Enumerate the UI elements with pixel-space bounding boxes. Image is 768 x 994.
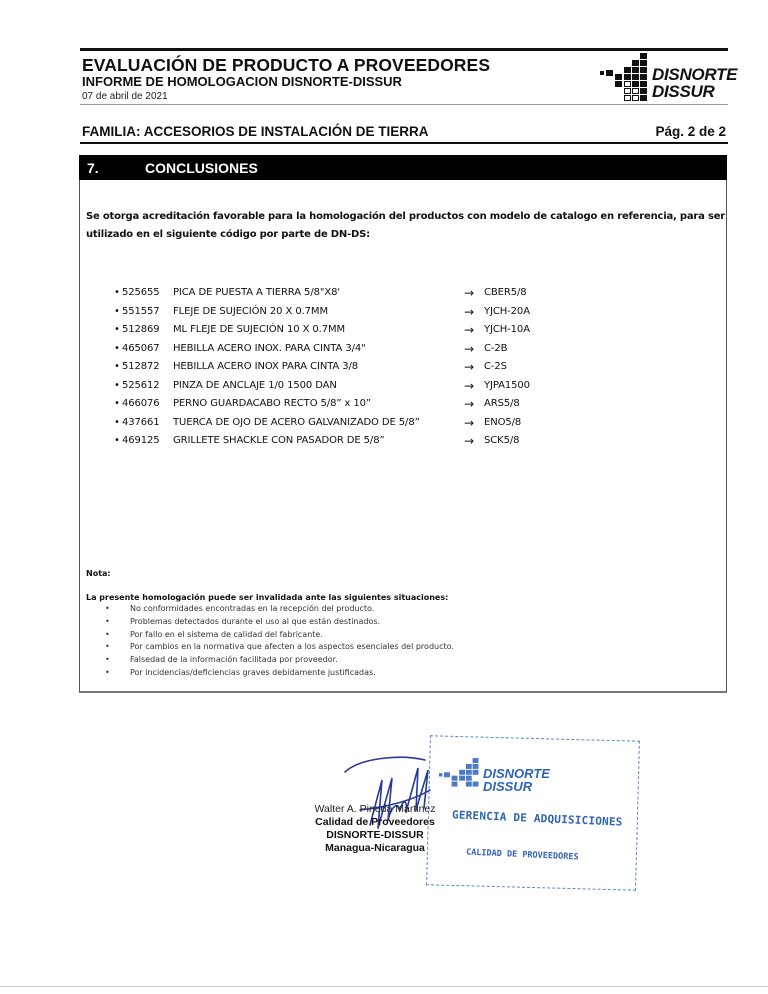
bullet-icon: • bbox=[114, 435, 120, 446]
signer-location: Managua-Nicaragua bbox=[325, 842, 425, 854]
header-top-rule bbox=[80, 48, 728, 51]
item-model: ARS5/8 bbox=[484, 398, 520, 409]
arrow-right-icon: → bbox=[464, 304, 474, 319]
item-code: 512869 bbox=[122, 324, 160, 335]
logo-text-disnorte: DISNORTE bbox=[652, 65, 738, 84]
bullet-icon: • bbox=[114, 416, 120, 428]
list-item bbox=[114, 435, 584, 454]
bullet-icon: • bbox=[105, 655, 110, 665]
item-code: 466076 bbox=[122, 398, 160, 409]
stamp-logo-icon bbox=[436, 758, 484, 800]
bullet-icon: • bbox=[114, 379, 120, 391]
bullet-icon: • bbox=[114, 342, 120, 354]
note-text: Falsedad de la información facilitada por proveedor. bbox=[130, 655, 338, 665]
note-text: Por incidencias/deficiencias graves debidamente justificadas. bbox=[130, 667, 376, 677]
item-model: C-2S bbox=[484, 361, 507, 372]
bullet-icon: • bbox=[105, 642, 110, 652]
list-item bbox=[114, 361, 584, 380]
note-label: Nota: bbox=[86, 569, 111, 578]
page-number: Pág. 2 de 2 bbox=[655, 124, 726, 139]
item-code: 525655 bbox=[122, 287, 160, 298]
section-number: 7. bbox=[87, 160, 99, 176]
arrow-right-icon: → bbox=[464, 415, 474, 430]
item-code: 437661 bbox=[122, 416, 160, 428]
bullet-icon: • bbox=[105, 629, 110, 639]
item-description: PINZA DE ANCLAJE 1/0 1500 DAN bbox=[173, 379, 337, 391]
bullet-icon: • bbox=[114, 305, 120, 317]
item-model: SCK5/8 bbox=[484, 435, 520, 446]
arrow-right-icon: → bbox=[464, 360, 474, 374]
arrow-right-icon: → bbox=[464, 397, 474, 411]
bullet-icon: • bbox=[114, 324, 120, 335]
item-description: HEBILLA ACERO INOX. PARA CINTA 3/4" bbox=[173, 342, 366, 354]
item-code: 551557 bbox=[122, 305, 160, 317]
family-label: FAMILIA: ACCESORIOS DE INSTALACIÓN DE TIERRA bbox=[82, 124, 429, 139]
family-rule bbox=[80, 142, 728, 144]
bullet-icon: • bbox=[114, 398, 120, 409]
header-divider bbox=[80, 104, 728, 105]
bullet-icon: • bbox=[114, 361, 120, 372]
signer-company: DISNORTE-DISSUR bbox=[326, 829, 424, 841]
list-item bbox=[114, 417, 584, 436]
item-model: C-2B bbox=[484, 342, 508, 354]
list-item bbox=[114, 380, 584, 399]
arrow-right-icon: → bbox=[464, 323, 474, 337]
note-heading: La presente homologación puede ser invalidada ante las siguientes situaciones: bbox=[86, 593, 449, 602]
item-model: CBER5/8 bbox=[484, 287, 527, 298]
document-title: EVALUACIÓN DE PRODUCTO A PROVEEDORES bbox=[82, 55, 491, 75]
signer-name: Walter A. Pineda Martinez bbox=[314, 803, 436, 815]
item-description: PICA DE PUESTA A TIERRA 5/8"X8' bbox=[173, 287, 341, 298]
stamp-department: GERENCIA DE ADQUISICIONES bbox=[451, 808, 623, 829]
stamp-logo-disnorte: DISNORTE bbox=[483, 766, 550, 781]
intro-paragraph: Se otorga acreditación favorable para la homologación del productos con modelo de catalogo en referencia, para ser utilizado en el siguiente código por parte de DN-DS: bbox=[86, 211, 726, 240]
item-description: HEBILLA ACERO INOX PARA CINTA 3/8 bbox=[173, 361, 359, 372]
signature-block bbox=[300, 803, 450, 855]
item-description: GRILLETE SHACKLE CON PASADOR DE 5/8” bbox=[173, 435, 385, 446]
list-item bbox=[114, 398, 584, 417]
document-subtitle: INFORME DE HOMOLOGACION DISNORTE-DISSUR bbox=[82, 74, 402, 89]
product-list bbox=[114, 287, 584, 454]
item-description: ML FLEJE DE SUJECIÓN 10 X 0.7MM bbox=[173, 324, 346, 335]
note-text: Por cambios en la normativa que afecten a los aspectos esenciales del producto. bbox=[130, 642, 454, 652]
bullet-icon: • bbox=[105, 667, 110, 677]
stamp-logo-dissur: DISSUR bbox=[483, 779, 533, 794]
bullet-icon: • bbox=[105, 604, 110, 613]
item-code: 469125 bbox=[122, 435, 160, 446]
page-bottom-edge bbox=[0, 986, 768, 987]
note-text: Problemas detectados durante el uso al que están destinados. bbox=[130, 616, 381, 626]
item-code: 512872 bbox=[122, 361, 160, 372]
arrow-right-icon: → bbox=[464, 434, 474, 448]
item-code: 525612 bbox=[122, 379, 160, 391]
item-description: PERNO GUARDACABO RECTO 5/8” x 10” bbox=[173, 398, 371, 409]
grid-squares-logo-icon bbox=[598, 53, 652, 103]
arrow-right-icon: → bbox=[464, 378, 474, 393]
list-item bbox=[114, 287, 584, 306]
item-model: YJCH-10A bbox=[484, 324, 530, 335]
item-model: ENO5/8 bbox=[484, 416, 522, 428]
list-item bbox=[114, 306, 584, 325]
bullet-icon: • bbox=[105, 616, 110, 626]
bullet-icon: • bbox=[114, 287, 120, 298]
document-date: 07 de abril de 2021 bbox=[82, 91, 168, 102]
company-logo bbox=[598, 53, 738, 103]
item-description: TUERCA DE OJO DE ACERO GALVANIZADO DE 5/8” bbox=[173, 416, 420, 428]
section-title: CONCLUSIONES bbox=[145, 160, 258, 176]
item-description: FLEJE DE SUJECIÓN 20 X 0.7MM bbox=[173, 305, 328, 317]
arrow-right-icon: → bbox=[464, 341, 474, 356]
item-model: YJPA1500 bbox=[484, 379, 530, 391]
signer-role: Calidad de Proveedores bbox=[315, 816, 435, 828]
item-code: 465067 bbox=[122, 342, 160, 354]
approval-stamp bbox=[428, 738, 638, 888]
note-text: No conformidades encontradas en la recepción del producto. bbox=[130, 604, 375, 613]
list-item bbox=[114, 343, 584, 362]
item-model: YJCH-20A bbox=[484, 305, 530, 317]
list-item bbox=[114, 324, 584, 343]
arrow-right-icon: → bbox=[464, 286, 474, 300]
section-header bbox=[79, 155, 727, 180]
stamp-area: CALIDAD DE PROVEEDORES bbox=[465, 847, 579, 863]
logo-text-dissur: DISSUR bbox=[652, 82, 715, 101]
note-text: Por fallo en el sistema de calidad del fabricante. bbox=[130, 629, 323, 639]
